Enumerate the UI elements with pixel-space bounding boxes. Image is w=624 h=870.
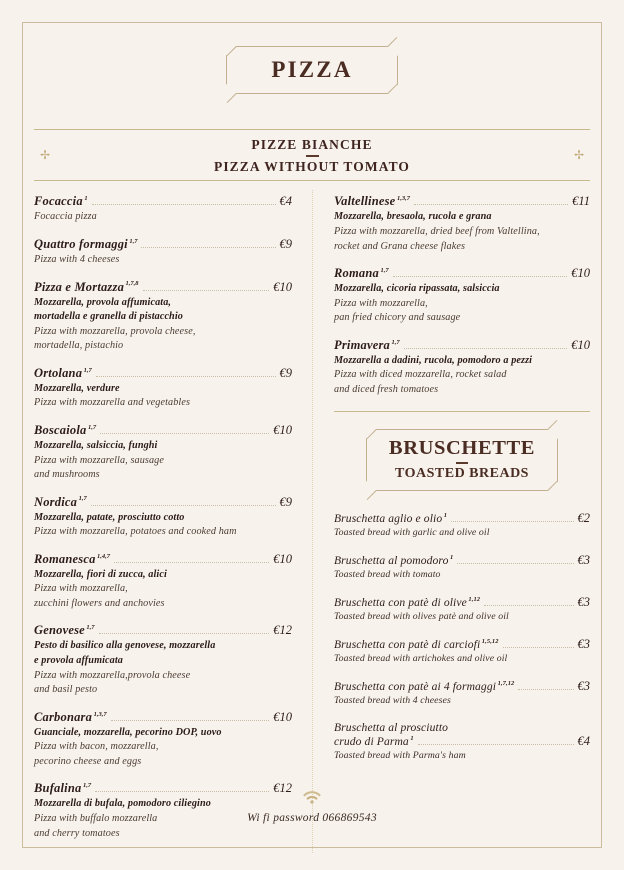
allergen-superscript: 1,7 xyxy=(129,237,138,245)
menu-item-header xyxy=(334,338,590,353)
menu-item-name: Bufalina $^{1,7}$ xyxy=(34,781,92,796)
menu-item-header xyxy=(334,511,590,526)
dotted-leader xyxy=(457,563,573,564)
menu-item-header xyxy=(34,194,292,209)
menu-item-header xyxy=(34,280,292,295)
item-description-line: Toasted bread with Parma's ham xyxy=(334,750,466,762)
item-description-line: Pizza with diced mozzarella, rocket salad xyxy=(334,369,507,381)
item-description-line: e provola affumicata xyxy=(34,655,123,666)
item-description-line: and cherry tomatoes xyxy=(34,827,120,839)
ornament-left-icon: ✢ xyxy=(40,148,51,163)
item-description-line: Pizza with mozzarella, sausage xyxy=(34,454,164,466)
item-description-line: Mozzarella, verdure xyxy=(34,382,120,394)
allergen-superscript: 1,12 xyxy=(468,596,481,604)
item-description-line: Pizza with bacon, mozzarella, xyxy=(34,741,159,753)
menu-item[interactable] xyxy=(334,637,590,664)
menu-item-price: €10 xyxy=(273,709,292,724)
dotted-leader xyxy=(418,744,574,745)
menu-item-name: Bruschetta con patè di olive $^{1,12}$ xyxy=(334,596,481,610)
plaque-corner-top-right xyxy=(387,37,406,56)
item-description-line: Mozzarella, patate, prosciutto cotto xyxy=(34,511,185,523)
menu-item-header xyxy=(334,194,590,209)
dotted-leader xyxy=(99,633,270,634)
item-description-line: Pizza with mozzarella, xyxy=(334,297,428,309)
allergen-superscript: 1,7 xyxy=(78,495,87,503)
allergen-superscript: 1,7 xyxy=(391,338,400,346)
menu-item-name: Boscaiola $^{1,7}$ xyxy=(34,422,97,437)
menu-item-name-line1: Bruschetta al prosciutto xyxy=(334,721,449,735)
section-divider-dash xyxy=(306,155,319,157)
item-description-line: Pizza with mozzarella, dried beef from Valtellina, xyxy=(334,226,540,237)
menu-item[interactable] xyxy=(34,280,292,353)
menu-item-price: €3 xyxy=(577,637,590,652)
menu-item-price: €9 xyxy=(279,365,292,380)
dotted-leader xyxy=(393,276,568,277)
menu-item-header xyxy=(34,495,292,510)
pizza-title-plaque xyxy=(226,46,397,94)
item-description-line: Mozzarella, salsiccia, funghi xyxy=(34,439,158,451)
menu-item-name: Bruschetta al pomodoro $^1$ xyxy=(334,554,454,568)
bruschette-title-plaque xyxy=(366,429,558,492)
menu-item-name: Primavera $^{1,7}$ xyxy=(334,337,400,352)
menu-item[interactable] xyxy=(334,194,590,253)
menu-item[interactable] xyxy=(34,495,292,539)
item-description-line: zucchini flowers and anchovies xyxy=(34,597,165,609)
menu-item-header xyxy=(334,553,590,568)
allergen-superscript: 1,7 xyxy=(380,266,389,274)
bruschette-section-rule xyxy=(334,411,590,412)
item-description-line: Pizza with buffalo mozzarella xyxy=(34,812,158,824)
item-description-line: Toasted bread with tomato xyxy=(334,569,441,581)
menu-item-header xyxy=(34,623,292,638)
bruschette-plaque-corner-bottom-right xyxy=(548,481,567,500)
menu-item-price: €3 xyxy=(577,679,590,694)
item-description-line: and mushrooms xyxy=(34,469,100,481)
menu-item-price: €3 xyxy=(577,595,590,610)
section-title-english: PIZZA WITHOUT TOMATO xyxy=(213,158,411,174)
menu-item-name: Bruschetta con patè ai 4 formaggi $^{1,7,12}$ xyxy=(334,680,515,694)
item-description-line: pan fried chicory and sausage xyxy=(334,312,461,324)
menu-item[interactable] xyxy=(34,623,292,696)
menu-item-price: €2 xyxy=(577,511,590,526)
menu-columns xyxy=(34,194,590,853)
item-description-line: Toasted bread with garlic and olive oil xyxy=(334,527,490,539)
menu-item[interactable] xyxy=(34,552,292,611)
menu-item-name-line2: crudo di Parma $^1$ xyxy=(334,735,414,749)
menu-item-name: Valtellinese $^{1,3,7}$ xyxy=(334,194,410,209)
menu-item[interactable] xyxy=(334,595,590,622)
menu-item-price: €10 xyxy=(273,279,292,294)
allergen-superscript: 1,5,12 xyxy=(481,638,499,646)
menu-item-name: Nordica $^{1,7}$ xyxy=(34,494,87,509)
dotted-leader xyxy=(503,647,574,648)
menu-item-name: Ortolana $^{1,7}$ xyxy=(34,365,92,380)
menu-item[interactable] xyxy=(34,194,292,224)
menu-item-name: Bruschetta aglio e olio $^1$ xyxy=(334,512,448,526)
menu-item[interactable] xyxy=(334,721,590,761)
dotted-leader xyxy=(143,290,270,291)
item-description-line: mortadella e granella di pistacchio xyxy=(34,311,183,323)
bruschette-plaque-corner-top-right xyxy=(548,419,567,438)
item-description-line: Toasted bread with olives patè and olive oil xyxy=(334,611,509,623)
ornament-right-icon: ✢ xyxy=(573,148,584,163)
item-description-line: and basil pesto xyxy=(34,684,98,696)
plaque-corner-bottom-right xyxy=(387,84,406,103)
item-description-line: Pizza with mozzarella, xyxy=(34,583,128,595)
menu-item-name: Pizza e Mortazza $^{1,7,8}$ xyxy=(34,279,139,294)
menu-item-name: Bruschetta con patè di carciofi $^{1,5,12}$ xyxy=(334,638,499,652)
allergen-superscript: 1 xyxy=(410,735,414,743)
menu-item[interactable] xyxy=(334,266,590,325)
dotted-leader xyxy=(96,376,276,377)
item-description-line: Pizza with mozzarella, potatoes and cooked ham xyxy=(34,526,237,538)
menu-item[interactable] xyxy=(334,679,590,706)
allergen-superscript: 1,3,7 xyxy=(396,195,410,203)
page-title: PIZZA xyxy=(271,57,353,82)
wifi-icon xyxy=(301,790,323,806)
menu-item-price: €10 xyxy=(571,266,590,281)
menu-item-header xyxy=(334,721,590,749)
item-description-line: Pizza with mozzarella, provola cheese, xyxy=(34,325,196,337)
menu-item[interactable] xyxy=(334,553,590,580)
item-description-line: Mozzarella, bresaola, rucola e grana xyxy=(334,211,492,223)
footer xyxy=(34,790,590,826)
menu-item-header xyxy=(34,366,292,381)
menu-item-header xyxy=(334,595,590,610)
allergen-superscript: 1,7 xyxy=(86,624,95,632)
dotted-leader xyxy=(141,247,275,248)
item-description-line: Pesto di basilico alla genovese, mozzarella xyxy=(34,640,216,652)
item-description-line: Focaccia pizza xyxy=(34,211,97,223)
item-description-line: Mozzarella di bufala, pomodoro ciliegino xyxy=(34,798,211,810)
menu-item-price: €3 xyxy=(577,553,590,568)
item-description-line: Pizza with 4 cheeses xyxy=(34,254,120,265)
item-description-line: Mozzarella a dadini, rucola, pomodoro a pezzi xyxy=(334,354,533,366)
menu-item-header xyxy=(334,679,590,694)
section-header-band xyxy=(34,129,590,181)
menu-item-header xyxy=(34,237,292,252)
column-divider xyxy=(312,190,313,853)
item-description-line: and diced fresh tomatoes xyxy=(334,383,439,395)
menu-item-name: Romana $^{1,7}$ xyxy=(334,266,389,281)
bruschette-title-plaque-wrapper xyxy=(334,429,590,492)
menu-item[interactable] xyxy=(34,366,292,410)
item-description-line: Mozzarella, cicoria ripassata, salsiccia xyxy=(334,283,500,295)
menu-item-header xyxy=(34,423,292,438)
menu-item[interactable] xyxy=(34,710,292,769)
allergen-superscript: 1,7 xyxy=(83,366,92,374)
plaque-corner-bottom-left xyxy=(218,84,237,103)
menu-item-price: €12 xyxy=(273,623,292,638)
menu-item-price: €10 xyxy=(273,551,292,566)
item-description-line: Guanciale, mozzarella, pecorino DOP, uovo xyxy=(34,726,222,738)
item-description-line: rocket and Grana cheese flakes xyxy=(334,240,466,252)
bruschette-plaque-corner-top-left xyxy=(357,419,376,438)
item-description-line: Toasted bread with artichokes and olive oil xyxy=(334,653,508,665)
menu-item-price: €4 xyxy=(279,194,292,209)
menu-item-name: Carbonara $^{1,3,7}$ xyxy=(34,709,107,724)
dotted-leader xyxy=(451,521,573,522)
menu-item-price: €10 xyxy=(273,422,292,437)
menu-item-name: Genovese $^{1,7}$ xyxy=(34,623,95,638)
allergen-superscript: 1 xyxy=(84,195,88,203)
menu-content xyxy=(34,34,590,839)
dotted-leader xyxy=(111,720,270,721)
menu-item-name-line2-row xyxy=(334,734,590,749)
menu-item-header xyxy=(34,552,292,567)
allergen-superscript: 1,7 xyxy=(88,423,97,431)
bruschette-divider-dash xyxy=(456,462,468,464)
dotted-leader xyxy=(484,605,573,606)
allergen-superscript: 1,4,7 xyxy=(97,552,111,560)
menu-item-header xyxy=(334,637,590,652)
allergen-superscript: 1,7,12 xyxy=(497,680,515,688)
section-title-italian: PIZZE BIANCHE xyxy=(251,137,373,152)
allergen-superscript: 1 xyxy=(449,554,454,562)
bruschette-title-english: TOASTED BREADS xyxy=(395,465,529,481)
menu-column-left xyxy=(34,194,312,853)
dotted-leader xyxy=(91,505,276,506)
allergen-superscript: 1 xyxy=(443,512,448,520)
menu-item-name: Focaccia $^1$ xyxy=(34,194,88,209)
bruschette-title-italian: BRUSCHETTE xyxy=(388,436,536,459)
menu-item-price: €10 xyxy=(571,337,590,352)
item-description-line: Mozzarella, fiori di zucca, alici xyxy=(34,568,167,580)
menu-item-name: Romanesca $^{1,4,7}$ xyxy=(34,551,111,566)
allergen-superscript: 1,7 xyxy=(82,782,92,790)
menu-item-name: Quattro formaggi $^{1,7}$ xyxy=(34,237,138,251)
item-description-line: pecorino cheese and eggs xyxy=(34,755,142,767)
bruschette-plaque-corner-bottom-left xyxy=(357,481,376,500)
dotted-leader xyxy=(100,433,269,434)
allergen-superscript: 1,3,7 xyxy=(93,710,107,718)
menu-item-price: €9 xyxy=(279,494,292,509)
menu-item-price: €12 xyxy=(273,781,292,796)
menu-item-price: €11 xyxy=(572,194,590,209)
dotted-leader xyxy=(414,204,568,205)
plaque-corner-top-left xyxy=(218,37,237,56)
menu-item[interactable] xyxy=(334,511,590,538)
item-description-line: Mozzarella, provola affumicata, xyxy=(34,296,172,308)
pizza-title-plaque-wrapper xyxy=(34,46,590,94)
dotted-leader xyxy=(114,562,269,563)
menu-item-header xyxy=(334,266,590,281)
item-description-line: Toasted bread with 4 cheeses xyxy=(334,695,451,707)
dotted-leader xyxy=(92,204,276,205)
dotted-leader xyxy=(518,689,573,690)
wifi-password-text: Wi fi password 066869543 xyxy=(247,812,377,824)
item-description-line: mortadella, pistachio xyxy=(34,340,124,352)
menu-item[interactable] xyxy=(34,237,292,267)
allergen-superscript: 1,7,8 xyxy=(125,280,139,288)
menu-item[interactable] xyxy=(334,338,590,397)
menu-item[interactable] xyxy=(34,423,292,482)
item-description-line: Pizza with mozzarella and vegetables xyxy=(34,397,191,409)
menu-item-price: €4 xyxy=(577,734,590,749)
menu-column-right xyxy=(312,194,590,853)
menu-item-header xyxy=(34,710,292,725)
item-description-line: Pizza with mozzarella,provola cheese xyxy=(34,669,191,681)
menu-item-price: €9 xyxy=(279,237,292,251)
dotted-leader xyxy=(404,348,568,349)
